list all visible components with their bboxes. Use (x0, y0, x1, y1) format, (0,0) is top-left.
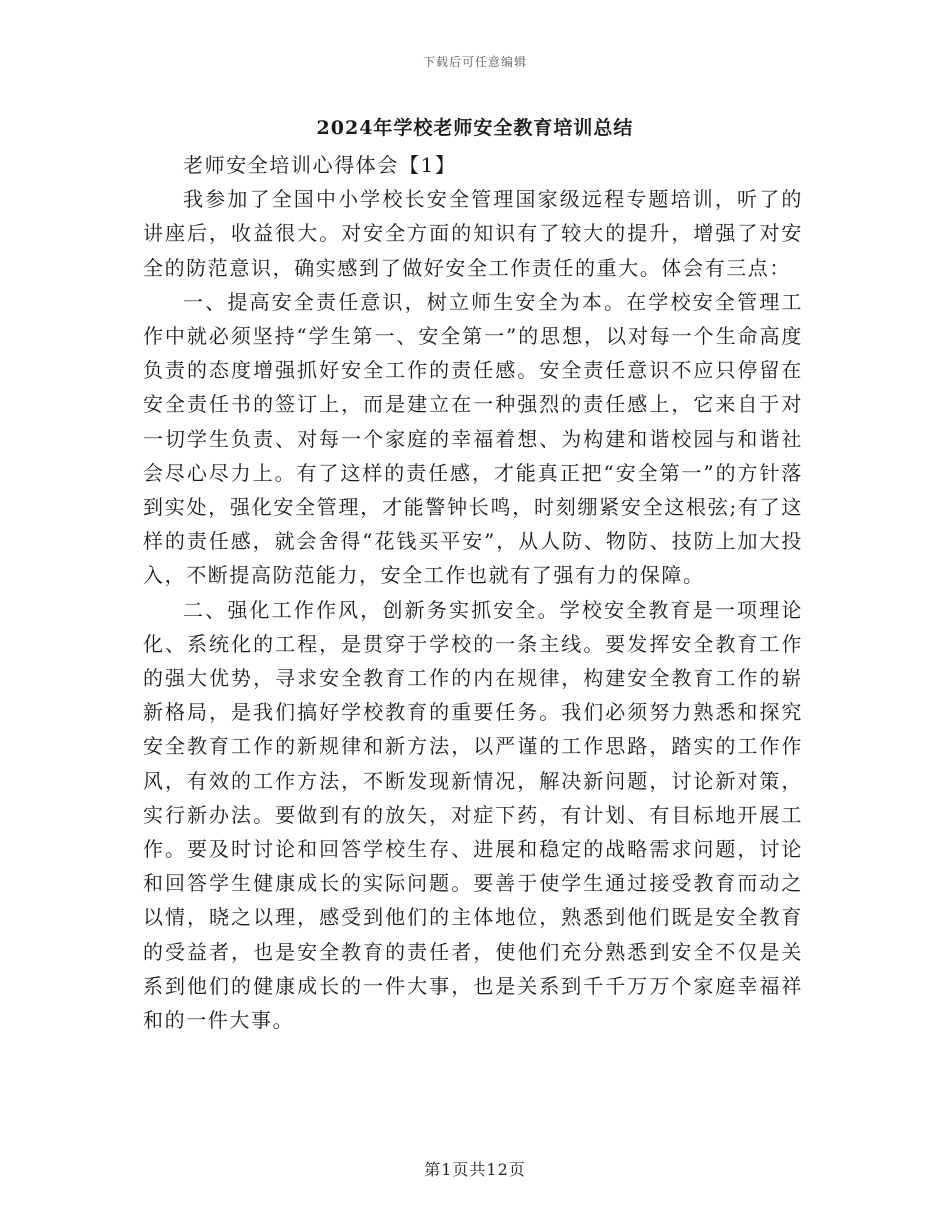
body-paragraph-point-1: 一、提高安全责任意识，树立师生安全为本。在学校安全管理工作中就必须坚持“学生第一、安全第一”的思想，以对每一个生命高度负责的态度增强抓好安全工作的责任感。安全责任意识不应只停留在安全责任书的签订上，而是建立在一种强烈的责任感上，它来自于对一切学生负责、对每一个家庭的幸福着想、为构建和谐校园与和谐社会尽心尽力上。有了这样的责任感，才能真正把“安全第一”的方针落到实处，强化安全管理，才能警钟长鸣，时刻绷紧安全这根弦;有了这样的责任感，就会舍得“花钱买平安”，从人防、物防、技防上加大投入，不断提高防范能力，安全工作也就有了强有力的保障。 (143, 289, 803, 588)
body-paragraph-point-2: 二、强化工作作风，创新务实抓安全。学校安全教育是一项理论化、系统化的工程，是贯穿于学校的一条主线。要发挥安全教育工作的强大优势，寻求安全教育工作的内在规律，构建安全教育工作的崭新格局，是我们搞好学校教育的重要任务。我们必须努力熟悉和探究安全教育工作的新规律和新方法，以严谨的工作思路，踏实的工作作风，有效的工作方法，不断发现新情况，解决新问题，讨论新对策，实行新办法。要做到有的放矢，对症下药，有计划、有目标地开展工作。要及时讨论和回答学校生存、进展和稳定的战略需求问题，讨论和回答学生健康成长的实际问题。要善于使学生通过接受教育而动之以情，晓之以理，感受到他们的主体地位，熟悉到他们既是安全教育的受益者，也是安全教育的责任者，使他们充分熟悉到安全不仅是关系到他们的健康成长的一件大事，也是关系到千千万万个家庭幸福祥和的一件大事。 (143, 597, 803, 1033)
document-title: 2024年学校老师安全教育培训总结 (316, 117, 634, 139)
page-header-note: 下载后可任意编辑 (422, 55, 527, 69)
page-number: 第1页共12页 (424, 1160, 526, 1179)
section-heading: 老师安全培训心得体会【1】 (183, 153, 457, 177)
document-body (143, 148, 803, 1037)
body-paragraph-intro: 我参加了全国中小学校长安全管理国家级远程专题培训，听了的讲座后，收益很大。对安全方面的知识有了较大的提升，增强了对安全的防范意识，确实感到了做好安全工作责任的重大。体会有三点： (143, 187, 803, 280)
